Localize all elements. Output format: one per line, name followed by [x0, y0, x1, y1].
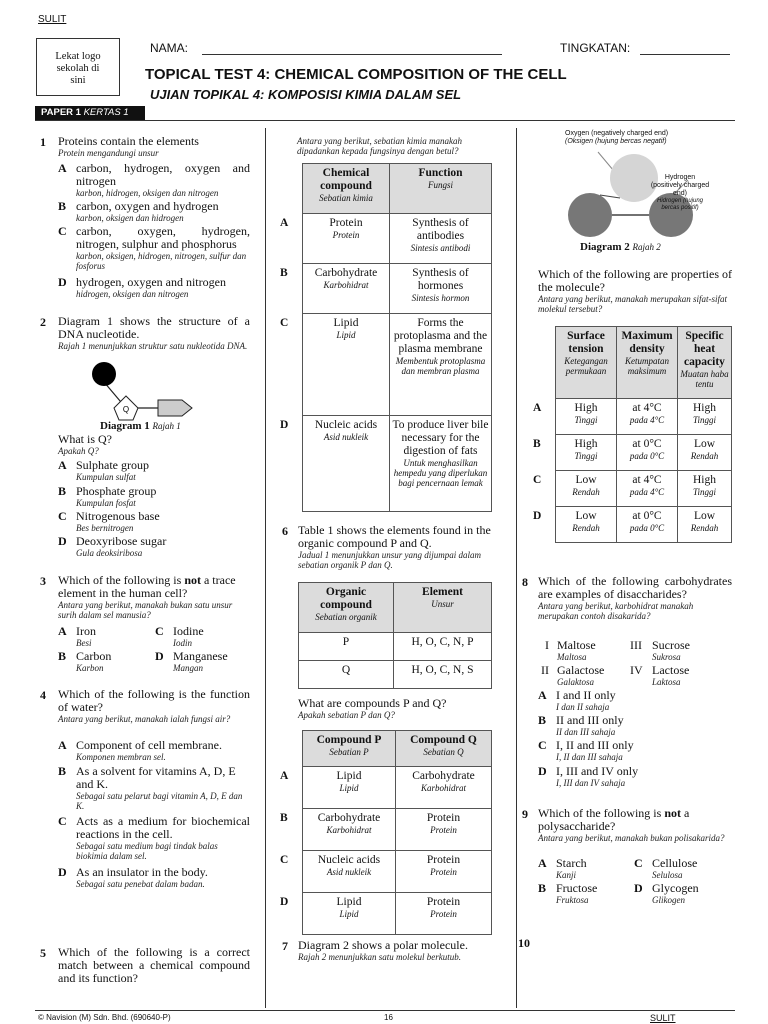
header-divider: [35, 120, 735, 121]
q2-text-ms: Rajah 1 menunjukkan struktur satu nukleotida DNA.: [58, 341, 248, 351]
q3-number: 3: [40, 574, 46, 588]
diagram-2-caption: Diagram 2 Rajah 2: [580, 241, 661, 253]
q6-ask: What are compounds P and Q? Apakah sebatian P dan Q?: [298, 696, 447, 720]
q5-text: Which of the following is a correct match between a chemical compound and its function?: [58, 945, 250, 985]
q8-option-c[interactable]: C I, II and III only I, II dan III sahaja: [538, 738, 634, 762]
q7-row-a[interactable]: A High Tinggi at 4°C pada 4°C High Tinggi: [533, 399, 732, 435]
q9-option-d[interactable]: D Glycogen Glikogen: [634, 881, 699, 905]
q2-option-d[interactable]: D Deoxyribose sugar Gula deoksiribosa: [58, 534, 167, 558]
q3-option-a[interactable]: A Iron Besi: [58, 624, 96, 648]
q6-number: 6: [282, 524, 288, 538]
q7-ask: Which of the following are properties of the molecule? Antara yang berikut, manakah merupakan sifat-sifat molekul tersebut?: [538, 267, 732, 314]
q3-option-b[interactable]: B Carbon Karbon: [58, 649, 112, 673]
q9-option-a[interactable]: A Starch Kanji: [538, 856, 587, 880]
q2-option-b[interactable]: B Phosphate group Kumpulan fosfat: [58, 484, 157, 508]
page-number: 16: [384, 1013, 393, 1022]
column-divider-1: [265, 128, 266, 1008]
q2-ask: What is Q? Apakah Q?: [58, 432, 112, 456]
q8-item-iv: IV Lactose Laktosa: [630, 663, 690, 687]
q6-row-c[interactable]: C Nucleic acids Asid nukleik Protein Protein: [280, 851, 492, 893]
q5-row-b[interactable]: B Carbohydrate Karbohidrat Synthesis of hormones Sintesis hormon: [280, 264, 492, 314]
dna-nucleotide-diagram: [90, 360, 200, 422]
copyright: © Navision (M) Sdn. Bhd. (690640-P): [38, 1013, 171, 1022]
hydrogen-atom-left: [568, 193, 612, 237]
q5-row-a[interactable]: A Protein Protein Synthesis of antibodies Sintesis antibodi: [280, 214, 492, 264]
question-2: [58, 315, 250, 351]
base-shape: [158, 400, 192, 416]
q1-option-c[interactable]: C carbon, oxygen, hydrogen, nitrogen, sulphur and phosphorus karbon, oksigen, hidrogen, nitrogen, sulfur dan fosforus: [58, 224, 250, 271]
tingkatan-field[interactable]: [640, 54, 730, 55]
phosphate-circle: [92, 362, 116, 386]
q9-option-b[interactable]: B Fructose Fruktosa: [538, 881, 598, 905]
q8-item-ii: II Galactose Galaktosa: [541, 663, 605, 687]
q7-number: 7: [282, 939, 288, 953]
question-1: [58, 135, 250, 158]
q8-item-iii: III Sucrose Sukrosa: [630, 638, 690, 662]
q2-option-a[interactable]: A Sulphate group Kumpulan sulfat: [58, 458, 149, 482]
q3-option-d[interactable]: D Manganese Mangan: [155, 649, 228, 673]
logo-box: Lekat logo sekolah di sini: [36, 38, 120, 96]
q7-row-c[interactable]: C Low Rendah at 4°C pada 4°C High Tinggi: [533, 471, 732, 507]
page-subtitle: UJIAN TOPIKAL 4: KOMPOSISI KIMIA DALAM SEL: [150, 87, 462, 102]
q5-table: Chemical compound Sebatian kimia Function Fungsi A Protein Protein Synthesis of antibodies Sintesis antibodi B Carbohydrate Karbohidrat Synthesis of hormones Sintesis hormon C Lipid Lipid Forms the protoplasma and the plasma membrane Membentuk protoplasma dan membran plasma D Nucleic acids Asid nukleik To produce liver bile necessary for the digestion of fats Untuk menghasilkan hempedu yang diperlukan bagi pencernaan lemak: [280, 163, 492, 512]
question-8: Which of the following carbohydrates are examples of disaccharides? Antara yang berikut, karbohidrat manakah merupakan contoh disakarida?: [538, 574, 732, 621]
q8-option-a[interactable]: A I and II only I dan II sahaja: [538, 688, 616, 712]
question-9: Which of the following is not a polysaccharide? Antara yang berikut, manakah bukan polisakarida?: [538, 806, 725, 843]
q4-option-c[interactable]: C Acts as a medium for biochemical reactions in the cell. Sebagai satu medium bagi tindak balas biokimia dalam sel.: [58, 814, 250, 861]
q4-number: 4: [40, 688, 46, 702]
q1-option-b[interactable]: B carbon, oxygen and hydrogen karbon, oksigen dan hidrogen: [58, 199, 219, 223]
footer-divider: [35, 1010, 735, 1011]
q9-option-c[interactable]: C Cellulose Selulosa: [634, 856, 698, 880]
q6-table-1: Organic compound Sebatian organik Element Unsur P H, O, C, N, P Q H, O, C, N, S: [298, 582, 492, 689]
q2-number: 2: [40, 315, 46, 329]
q5-row-c[interactable]: C Lipid Lipid Forms the protoplasma and the plasma membrane Membentuk protoplasma dan membran plasma: [280, 314, 492, 416]
hydrogen-label: Hydrogen (positively charged end): [650, 174, 710, 197]
hydrogen-label-ms: Hidrogen (hujung bercas positif): [656, 198, 704, 211]
q6-row-a[interactable]: A Lipid Lipid Carbohydrate Karbohidrat: [280, 767, 492, 809]
q4-option-b[interactable]: B As a solvent for vitamins A, D, E and K. Sebagai satu pelarut bagi vitamin A, D, E dan K.: [58, 764, 243, 811]
q8-item-i: I Maltose Maltosa: [545, 638, 596, 662]
q6-row-d[interactable]: D Lipid Lipid Protein Protein: [280, 893, 492, 935]
q2-text: Diagram 1 shows the structure of a DNA nucleotide.: [58, 314, 250, 341]
oxygen-label: Oxygen (negatively charged end) (Oksigen (hujung bercas negatif): [565, 130, 669, 145]
tingkatan-label: TINGKATAN:: [560, 41, 631, 55]
q5-number: 5: [40, 946, 46, 960]
question-6: Table 1 shows the elements found in the organic compound P and Q. Jadual 1 menunjukkan unsur yang dijumpai dalam sebatian organik P dan Q.: [298, 523, 491, 570]
q7-row-b[interactable]: B High Tinggi at 0°C pada 0°C Low Rendah: [533, 435, 732, 471]
q4-option-a[interactable]: A Component of cell membrane. Komponen membran sel.: [58, 738, 222, 762]
sulit-bottom: SULIT: [650, 1013, 676, 1023]
q6-table-2: Compound P Sebatian P Compound Q Sebatian Q A Lipid Lipid Carbohydrate Karbohidrat B Carbohydrate Karbohidrat Protein Protein C Nucleic acids Asid nukleik Protein Protein D Lipid Lipid Protein Protein: [280, 730, 492, 935]
diagram-1-caption: Diagram 1 Rajah 1: [100, 420, 181, 432]
q4-option-d[interactable]: D As an insulator in the body. Sebagai satu penebat dalam badan.: [58, 865, 208, 889]
q8-number: 8: [522, 575, 528, 589]
q3-option-c[interactable]: C Iodine Iodin: [155, 624, 204, 648]
q2-option-c[interactable]: C Nitrogenous base Bes bernitrogen: [58, 509, 160, 533]
nama-label: NAMA:: [150, 41, 189, 55]
diagram-q-label: Q: [122, 405, 130, 414]
paper-label: PAPER 1: [41, 107, 81, 118]
q8-option-b[interactable]: B II and III only II dan III sahaja: [538, 713, 624, 737]
question-3: Which of the following is not a trace element in the human cell? Antara yang berikut, manakah bukan satu unsur surih dalam sel manusia?: [58, 573, 236, 620]
q8-option-d[interactable]: D I, III and IV only I, III dan IV sahaja: [538, 764, 639, 788]
sulit-top: SULIT: [38, 14, 67, 25]
page-title: TOPICAL TEST 4: CHEMICAL COMPOSITION OF THE CELL: [145, 66, 567, 83]
q5-text-ms: Antara yang berikut, sebatian kimia manakah dipadankan kepada fungsinya dengan betul?: [297, 136, 462, 156]
paper-label-ms: KERTAS 1: [83, 107, 129, 118]
q7-row-d[interactable]: D Low Rendah at 0°C pada 0°C Low Rendah: [533, 507, 732, 543]
question-4: Which of the following is the function of water? Antara yang berikut, manakah ialah fungsi air?: [58, 687, 250, 724]
q1-option-d[interactable]: D hydrogen, oxygen and nitrogen hidrogen, oksigen dan nitrogen: [58, 275, 226, 299]
q6-row-b[interactable]: B Carbohydrate Karbohidrat Protein Protein: [280, 809, 492, 851]
question-7: Diagram 2 shows a polar molecule. Rajah 2 menunjukkan satu molekul berkutub.: [298, 938, 468, 962]
q7-table: Surface tension Ketegangan permukaan Maximum density Ketumpatan maksimum Specific heat capacity Muatan haba tentu A High Tinggi at 4°C pada 4°C High Tinggi B High Tinggi at 0°C pada 0°C Low Rendah C Low Rendah at 4°C pada 4°C High Tinggi D Low Rendah at 0°C pada 0°C Low Rendah: [533, 326, 732, 543]
q5-row-d[interactable]: D Nucleic acids Asid nukleik To produce liver bile necessary for the digestion of fats Untuk menghasilkan hempedu yang diperlukan bagi pencernaan lemak: [280, 416, 492, 512]
q1-text: Proteins contain the elements: [58, 134, 199, 148]
q1-option-a[interactable]: A carbon, hydrogen, oxygen and nitrogen karbon, hidrogen, oksigen dan nitrogen: [58, 161, 250, 198]
q10-number: 10: [518, 936, 530, 950]
q9-number: 9: [522, 807, 528, 821]
q1-number: 1: [40, 135, 46, 149]
paper-badge: [35, 106, 145, 120]
column-divider-2: [516, 128, 517, 1008]
nama-field[interactable]: [202, 54, 502, 55]
q1-text-ms: Protein mengandungi unsur: [58, 148, 159, 158]
